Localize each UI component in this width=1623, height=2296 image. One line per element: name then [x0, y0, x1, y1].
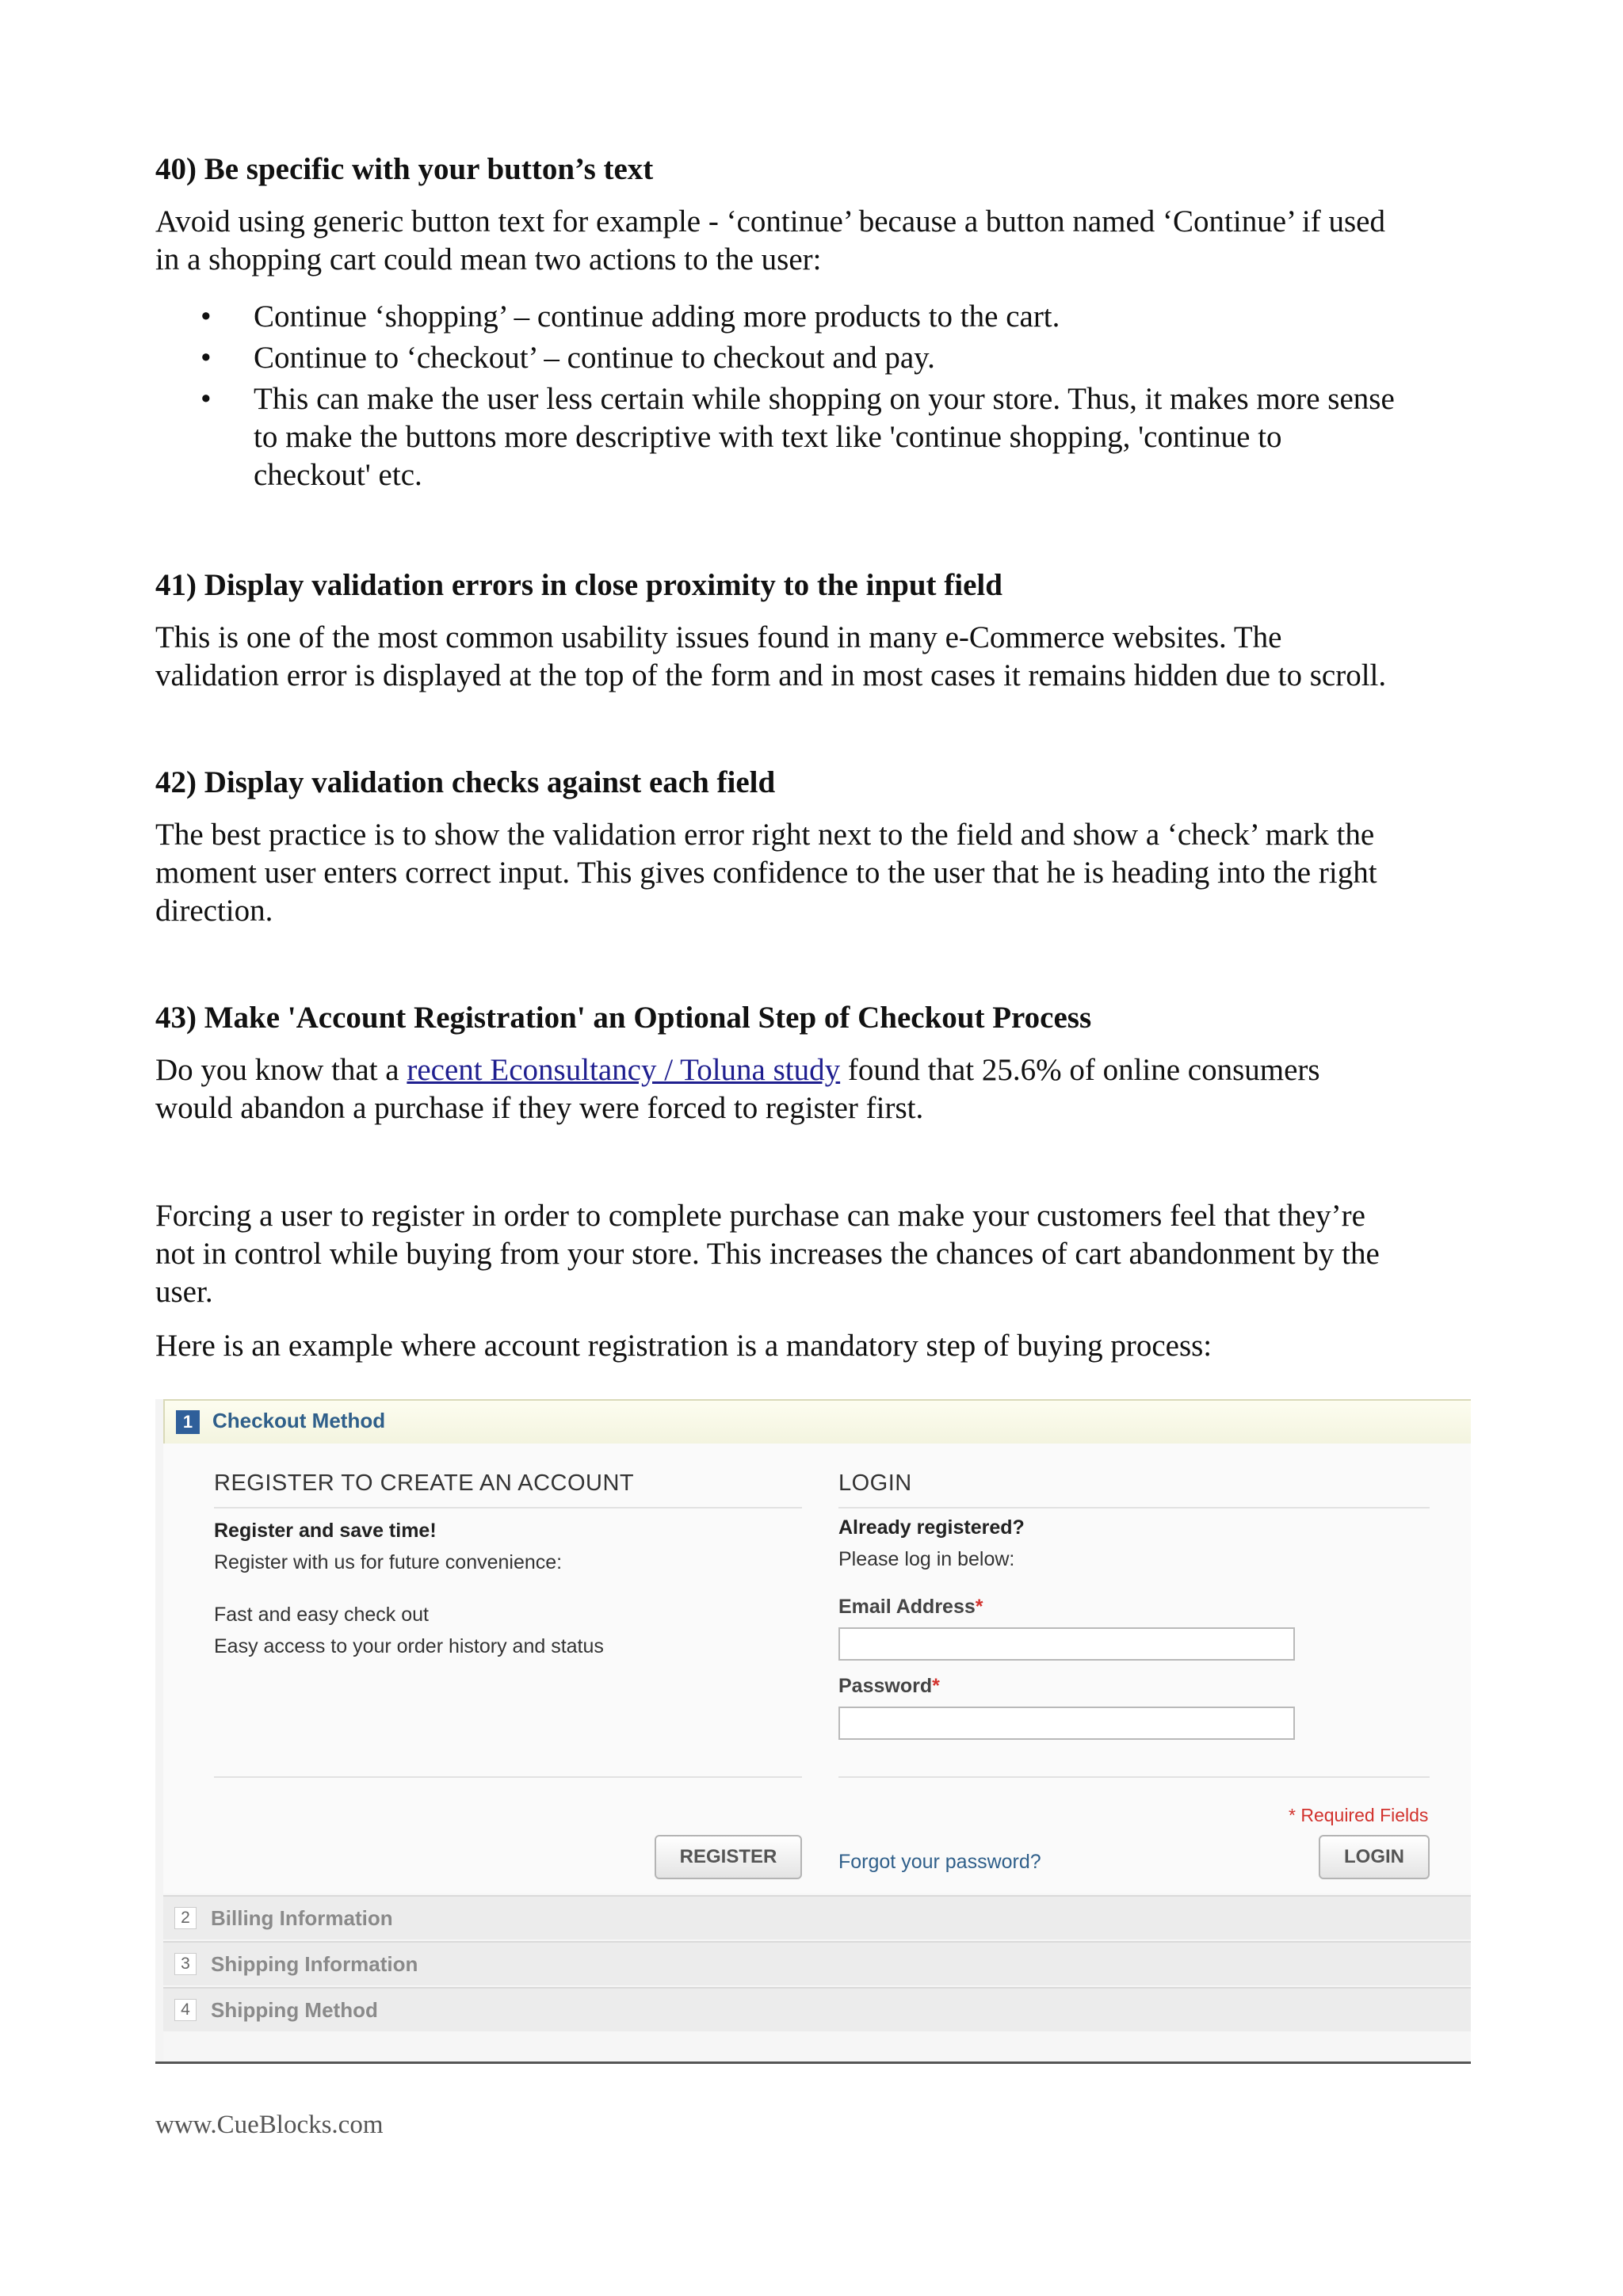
step-label: Shipping Information	[211, 1952, 418, 1976]
section-43-heading: 43) Make 'Account Registration' an Optional Step of Checkout Process	[155, 1001, 1092, 1035]
section-42-heading: 42) Display validation checks against each field	[155, 765, 776, 799]
register-subtext: Register with us for future convenience:	[214, 1551, 563, 1573]
register-title: REGISTER TO CREATE AN ACCOUNT	[214, 1470, 635, 1496]
forgot-password-link[interactable]: Forgot your password?	[838, 1851, 1041, 1873]
step-shipping-method[interactable]	[163, 1987, 1471, 2031]
section-41-line1: This is one of the most common usability issues found in many e-Commerce websites. The	[155, 620, 1282, 654]
step-label: Shipping Method	[211, 1998, 378, 2022]
section-40-bullets	[155, 298, 1471, 494]
benefit-item: Easy access to your order history and status	[214, 1635, 604, 1657]
section-40-heading: 40) Be specific with your button’s text	[155, 152, 654, 186]
step-label: Checkout Method	[212, 1409, 386, 1432]
divider	[838, 1776, 1430, 1778]
login-subtext: Please log in below:	[838, 1548, 1015, 1570]
section-41-heading: 41) Display validation errors in close proximity to the input field	[155, 568, 1002, 602]
section-41-line2: validation error is displayed at the top of the form and in most cases it remains hidden due to scroll.	[155, 658, 1387, 692]
document-body	[155, 151, 1471, 1365]
email-field[interactable]	[838, 1627, 1295, 1661]
register-tagline: Register and save time!	[214, 1520, 437, 1542]
email-label: Email Address*	[838, 1596, 983, 1618]
register-button[interactable]: REGISTER	[655, 1835, 802, 1879]
section-43-p2-line1: Forcing a user to register in order to complete purchase can make your customers feel that they’re	[155, 1199, 1365, 1233]
required-star: *	[975, 1596, 983, 1618]
section-43-p3: Here is an example where account registration is a mandatory step of buying process:	[155, 1329, 1212, 1363]
login-button[interactable]: LOGIN	[1319, 1835, 1430, 1879]
section-42-line2: moment user enters correct input. This gives confidence to the user that he is heading into the right	[155, 856, 1377, 890]
step-label: Billing Information	[211, 1906, 393, 1930]
divider	[838, 1507, 1430, 1508]
required-fields-note: * Required Fields	[1289, 1805, 1429, 1825]
study-link[interactable]: recent Econsultancy / Toluna study	[407, 1053, 841, 1087]
step-number: 3	[174, 1953, 197, 1975]
step-checkout-method[interactable]	[163, 1399, 1471, 1445]
section-43-p1-line2: would abandon a purchase if they were forced to register first.	[155, 1091, 924, 1125]
list-item: • Continue ‘shopping’ – continue adding more products to the cart.	[155, 298, 1471, 336]
list-item: • This can make the user less certain while shopping on your store. Thus, it makes more sense to make the buttons more descriptive with text like 'continue shopping, 'continue to checkout' etc.	[200, 382, 1395, 492]
required-star: *	[932, 1675, 940, 1697]
section-42-line1: The best practice is to show the validation error right next to the field and show a ‘check’ mark the	[155, 818, 1375, 852]
checkout-screenshot	[155, 1399, 1471, 2064]
section-42-line3: direction.	[155, 894, 273, 928]
section-40-intro-line2: in a shopping cart could mean two actions to the user:	[155, 242, 822, 277]
step-number: 4	[174, 1999, 197, 2021]
login-title: LOGIN	[838, 1470, 912, 1496]
benefit-item: Fast and easy check out	[214, 1604, 429, 1626]
step-shipping-information[interactable]	[163, 1941, 1471, 1985]
bullet-icon: •	[200, 382, 212, 416]
password-label: Password*	[838, 1675, 940, 1697]
list-item: • Continue to ‘checkout’ – continue to checkout and pay.	[155, 339, 1471, 377]
page-footer: www.CueBlocks.com	[155, 2111, 384, 2139]
password-field[interactable]	[838, 1707, 1295, 1740]
step-billing-information[interactable]	[163, 1895, 1471, 1939]
login-tagline: Already registered?	[838, 1516, 1025, 1539]
step-number: 2	[174, 1907, 197, 1929]
divider	[214, 1776, 802, 1778]
divider	[214, 1507, 802, 1508]
bullet-icon: •	[200, 341, 212, 375]
checkout-method-panel	[163, 1444, 1471, 1894]
step-number: 1	[176, 1410, 200, 1434]
bullet-icon: •	[200, 299, 212, 334]
section-43-p2-line3: user.	[155, 1275, 213, 1309]
section-43-p2-line2: not in control while buying from your store. This increases the chances of cart abandonment by the	[155, 1237, 1380, 1271]
section-40-intro-line1: Avoid using generic button text for example - ‘continue’ because a button named ‘Continue’ if used	[155, 204, 1385, 238]
section-43-p1-line1: Do you know that a recent Econsultancy / Toluna study found that 25.6% of online consumers	[155, 1053, 1320, 1087]
